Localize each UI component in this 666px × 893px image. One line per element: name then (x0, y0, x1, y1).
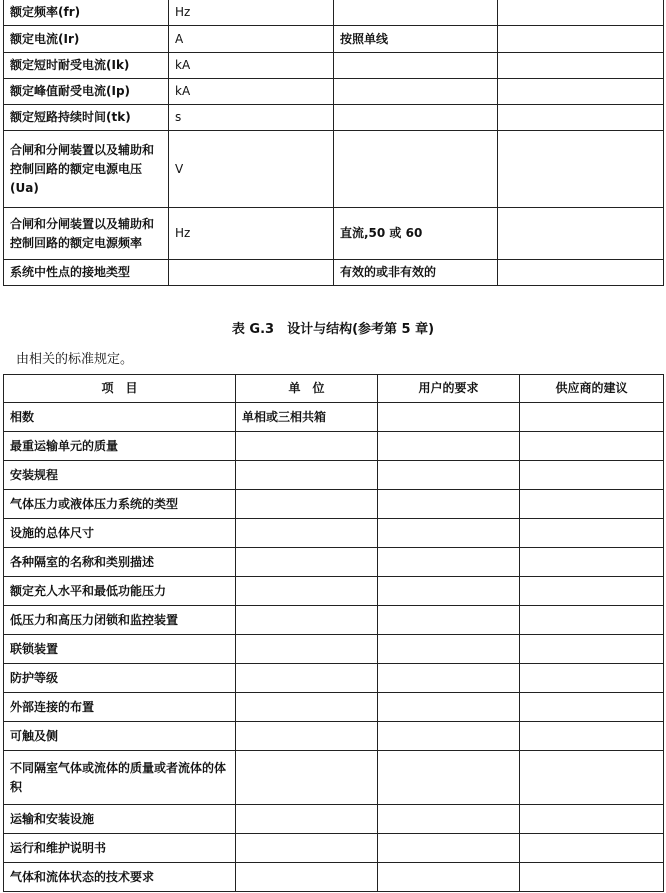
item-cell: 合闸和分闸装置以及辅助和控制回路的额定电源频率 (4, 208, 169, 260)
user-cell (334, 105, 498, 131)
unit-cell: A (169, 26, 334, 53)
table-row (4, 26, 664, 53)
user-cell (378, 548, 520, 577)
unit-cell (236, 693, 378, 722)
header-supplier: 供应商的建议 (520, 375, 664, 403)
supplier-cell (498, 0, 664, 26)
item-cell: 最重运输单元的质量 (4, 432, 236, 461)
unit-cell (236, 606, 378, 635)
table-row (4, 79, 664, 105)
user-cell: 按照单线 (334, 26, 498, 53)
supplier-cell (520, 834, 664, 863)
unit-cell: Hz (169, 0, 334, 26)
table-row (4, 461, 664, 490)
supplier-cell (520, 432, 664, 461)
supplier-cell (498, 79, 664, 105)
design-table-body (4, 403, 664, 892)
ratings-table-body (4, 0, 664, 286)
user-cell (378, 432, 520, 461)
unit-cell (236, 834, 378, 863)
user-cell (378, 863, 520, 892)
user-cell (378, 693, 520, 722)
item-cell: 联锁装置 (4, 635, 236, 664)
user-cell (378, 490, 520, 519)
item-cell: 运输和安装设施 (4, 805, 236, 834)
header-item: 项 目 (4, 375, 236, 403)
user-cell (378, 403, 520, 432)
supplier-cell (520, 577, 664, 606)
table-row (4, 403, 664, 432)
supplier-cell (520, 519, 664, 548)
item-cell: 外部连接的布置 (4, 693, 236, 722)
supplier-cell (520, 805, 664, 834)
item-cell: 额定频率(fr) (4, 0, 169, 26)
user-cell (378, 664, 520, 693)
user-cell (378, 722, 520, 751)
item-cell: 额定峰值耐受电流(Ip) (4, 79, 169, 105)
user-cell (378, 461, 520, 490)
item-cell: 合闸和分闸装置以及辅助和控制回路的额定电源电压(Ua) (4, 131, 169, 208)
table-row (4, 131, 664, 208)
supplier-cell (520, 635, 664, 664)
item-cell: 安装规程 (4, 461, 236, 490)
table-row (4, 664, 664, 693)
table-row (4, 863, 664, 892)
table-row (4, 577, 664, 606)
user-cell (378, 635, 520, 664)
header-row (4, 375, 664, 403)
unit-cell (236, 519, 378, 548)
table-row (4, 432, 664, 461)
unit-cell (236, 722, 378, 751)
supplier-cell (520, 664, 664, 693)
user-cell (334, 53, 498, 79)
user-cell (378, 805, 520, 834)
unit-cell (236, 751, 378, 805)
user-cell (378, 577, 520, 606)
user-cell (334, 79, 498, 105)
ratings-table (3, 0, 664, 286)
table-row (4, 751, 664, 805)
unit-cell (236, 432, 378, 461)
item-cell: 额定充人水平和最低功能压力 (4, 577, 236, 606)
unit-cell: V (169, 131, 334, 208)
item-cell: 运行和维护说明书 (4, 834, 236, 863)
supplier-cell (498, 260, 664, 286)
item-cell: 额定电流(Ir) (4, 26, 169, 53)
table-row (4, 0, 664, 26)
unit-cell: kA (169, 53, 334, 79)
user-cell (378, 834, 520, 863)
supplier-cell (520, 461, 664, 490)
table-row (4, 548, 664, 577)
table-row (4, 606, 664, 635)
item-cell: 可触及侧 (4, 722, 236, 751)
table-row (4, 105, 664, 131)
table-row (4, 490, 664, 519)
item-cell: 气体和流体状态的技术要求 (4, 863, 236, 892)
supplier-cell (520, 751, 664, 805)
item-cell: 气体压力或液体压力系统的类型 (4, 490, 236, 519)
supplier-cell (498, 131, 664, 208)
item-cell: 不同隔室气体或流体的质量或者流体的体积 (4, 751, 236, 805)
table-row (4, 722, 664, 751)
unit-cell (236, 863, 378, 892)
unit-cell (169, 260, 334, 286)
table-row (4, 693, 664, 722)
user-cell (334, 131, 498, 208)
unit-cell (236, 805, 378, 834)
user-cell (378, 519, 520, 548)
item-cell: 设施的总体尺寸 (4, 519, 236, 548)
unit-cell (236, 490, 378, 519)
supplier-cell (520, 722, 664, 751)
item-cell: 相数 (4, 403, 236, 432)
item-cell: 系统中性点的接地类型 (4, 260, 169, 286)
supplier-cell (520, 403, 664, 432)
supplier-cell (520, 693, 664, 722)
table-row (4, 834, 664, 863)
unit-cell: Hz (169, 208, 334, 260)
supplier-cell (520, 863, 664, 892)
table-header (4, 375, 664, 403)
supplier-cell (498, 208, 664, 260)
table-row (4, 519, 664, 548)
header-unit: 单 位 (236, 375, 378, 403)
item-cell: 额定短路持续时间(tk) (4, 105, 169, 131)
unit-cell: 单相或三相共箱 (236, 403, 378, 432)
item-cell: 额定短时耐受电流(Ik) (4, 53, 169, 79)
supplier-cell (498, 53, 664, 79)
item-cell: 低压力和高压力闭锁和监控装置 (4, 606, 236, 635)
unit-cell (236, 635, 378, 664)
table-row (4, 805, 664, 834)
supplier-cell (520, 548, 664, 577)
user-cell (378, 606, 520, 635)
supplier-cell (520, 490, 664, 519)
user-cell: 有效的或非有效的 (334, 260, 498, 286)
table-row (4, 635, 664, 664)
unit-cell (236, 664, 378, 693)
table-note: 由相关的标准规定。 (16, 352, 134, 367)
unit-cell (236, 548, 378, 577)
unit-cell (236, 577, 378, 606)
supplier-cell (498, 26, 664, 53)
supplier-cell (520, 606, 664, 635)
design-structure-table (3, 374, 664, 892)
user-cell (378, 751, 520, 805)
table-caption: 表 G.3 设计与结构(参考第 5 章) (231, 322, 435, 337)
item-cell: 防护等级 (4, 664, 236, 693)
table-row (4, 260, 664, 286)
supplier-cell (498, 105, 664, 131)
item-cell: 各种隔室的名称和类别描述 (4, 548, 236, 577)
header-user: 用户的要求 (378, 375, 520, 403)
user-cell (334, 0, 498, 26)
unit-cell: s (169, 105, 334, 131)
table-row (4, 208, 664, 260)
table-row (4, 53, 664, 79)
unit-cell (236, 461, 378, 490)
user-cell: 直流,50 或 60 (334, 208, 498, 260)
unit-cell: kA (169, 79, 334, 105)
